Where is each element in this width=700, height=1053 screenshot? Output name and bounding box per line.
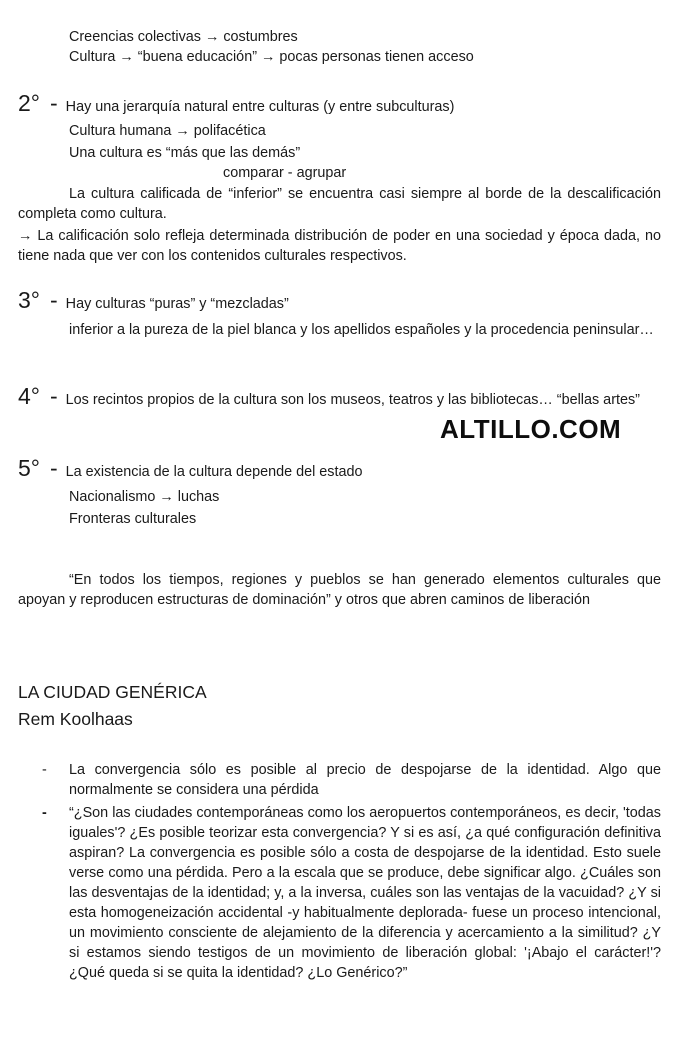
article-title: LA CIUDAD GENÉRICA <box>18 682 207 702</box>
section-5-heading <box>18 455 363 482</box>
text-line: Cultura humana → polifacética <box>69 123 266 139</box>
bullet-text: “¿Son las ciudades contemporáneas como los aeropuertos contemporáneos, es decir, 'todas iguales'? ¿Es posible teorizar esta convergencia? Y si es así, ¿a qué configuración definitiva aspiran? La convergencia es posible sólo a costa de despojarse de la identidad. Esto suele verse como una pérdida. Pero a la escala que se produce, debe significar algo. ¿Cuáles son las desventajas de la identidad; y, a la inversa, cuáles son las ventajas de la vacuidad? ¿Y si esta homogeneización accidental -y habitualmente deplorada- fuese un proceso intencional, un movimiento consciente de alejamiento de la diferencia y acercamiento a la similitud? ¿Y si estamos siendo testigos de un movimiento de liberación global: '¡Abajo el carácter!'? ¿Qué queda si se quita la identidad? ¿Lo Genérico?” <box>69 805 661 981</box>
text-line: Fronteras culturales <box>69 511 197 527</box>
section-dash: - <box>50 455 58 481</box>
section-dash: - <box>50 90 58 116</box>
text-line: Una cultura es “más que las demás” <box>69 145 301 161</box>
section-2-heading <box>18 90 455 117</box>
paragraph: La cultura calificada de “inferior” se encuentra casi siempre al borde de la descalificación completa como cultura. <box>18 186 661 222</box>
section-number: 2° <box>18 90 40 116</box>
text-line: Cultura → “buena educación” → pocas personas tienen acceso <box>69 49 474 65</box>
bullet-text: La convergencia sólo es posible al precio de despojarse de la identidad. Algo que normalmente se considera una pérdida <box>69 762 661 798</box>
paragraph: inferior a la pureza de la piel blanca y los apellidos españoles y la procedencia peninsular… <box>69 322 654 338</box>
section-4-heading <box>18 383 661 410</box>
section-heading-text: La existencia de la cultura depende del estado <box>65 464 363 480</box>
section-number: 5° <box>18 455 40 481</box>
section-3-heading <box>18 287 289 314</box>
section-heading-text: Los recintos propios de la cultura son los museos, teatros y las bibliotecas… “bellas artes” <box>65 392 640 408</box>
paragraph: → La calificación solo refleja determinada distribución de poder en una sociedad y época dada, no tiene nada que ver con los contenidos culturales respectivos. <box>18 228 661 264</box>
section-number: 3° <box>18 287 40 313</box>
section-dash: - <box>50 287 58 313</box>
section-heading-text: Hay una jerarquía natural entre culturas (y entre subculturas) <box>65 99 455 115</box>
section-dash: - <box>50 383 58 409</box>
watermark: ALTILLO.COM <box>440 414 622 444</box>
bullet-dash: - <box>42 805 47 821</box>
section-number: 4° <box>18 383 40 409</box>
text-line: Creencias colectivas → costumbres <box>69 29 298 45</box>
quote-paragraph: “En todos los tiempos, regiones y pueblos se han generado elementos culturales que apoyan y reproducen estructuras de dominación” y otros que abren caminos de liberación <box>18 572 661 608</box>
text-line: comparar - agrupar <box>223 165 347 181</box>
bullet-dash: - <box>42 762 47 778</box>
section-heading-text: Hay culturas “puras” y “mezcladas” <box>65 296 289 312</box>
article-author: Rem Koolhaas <box>18 709 133 729</box>
text-line: Nacionalismo → luchas <box>69 489 220 505</box>
